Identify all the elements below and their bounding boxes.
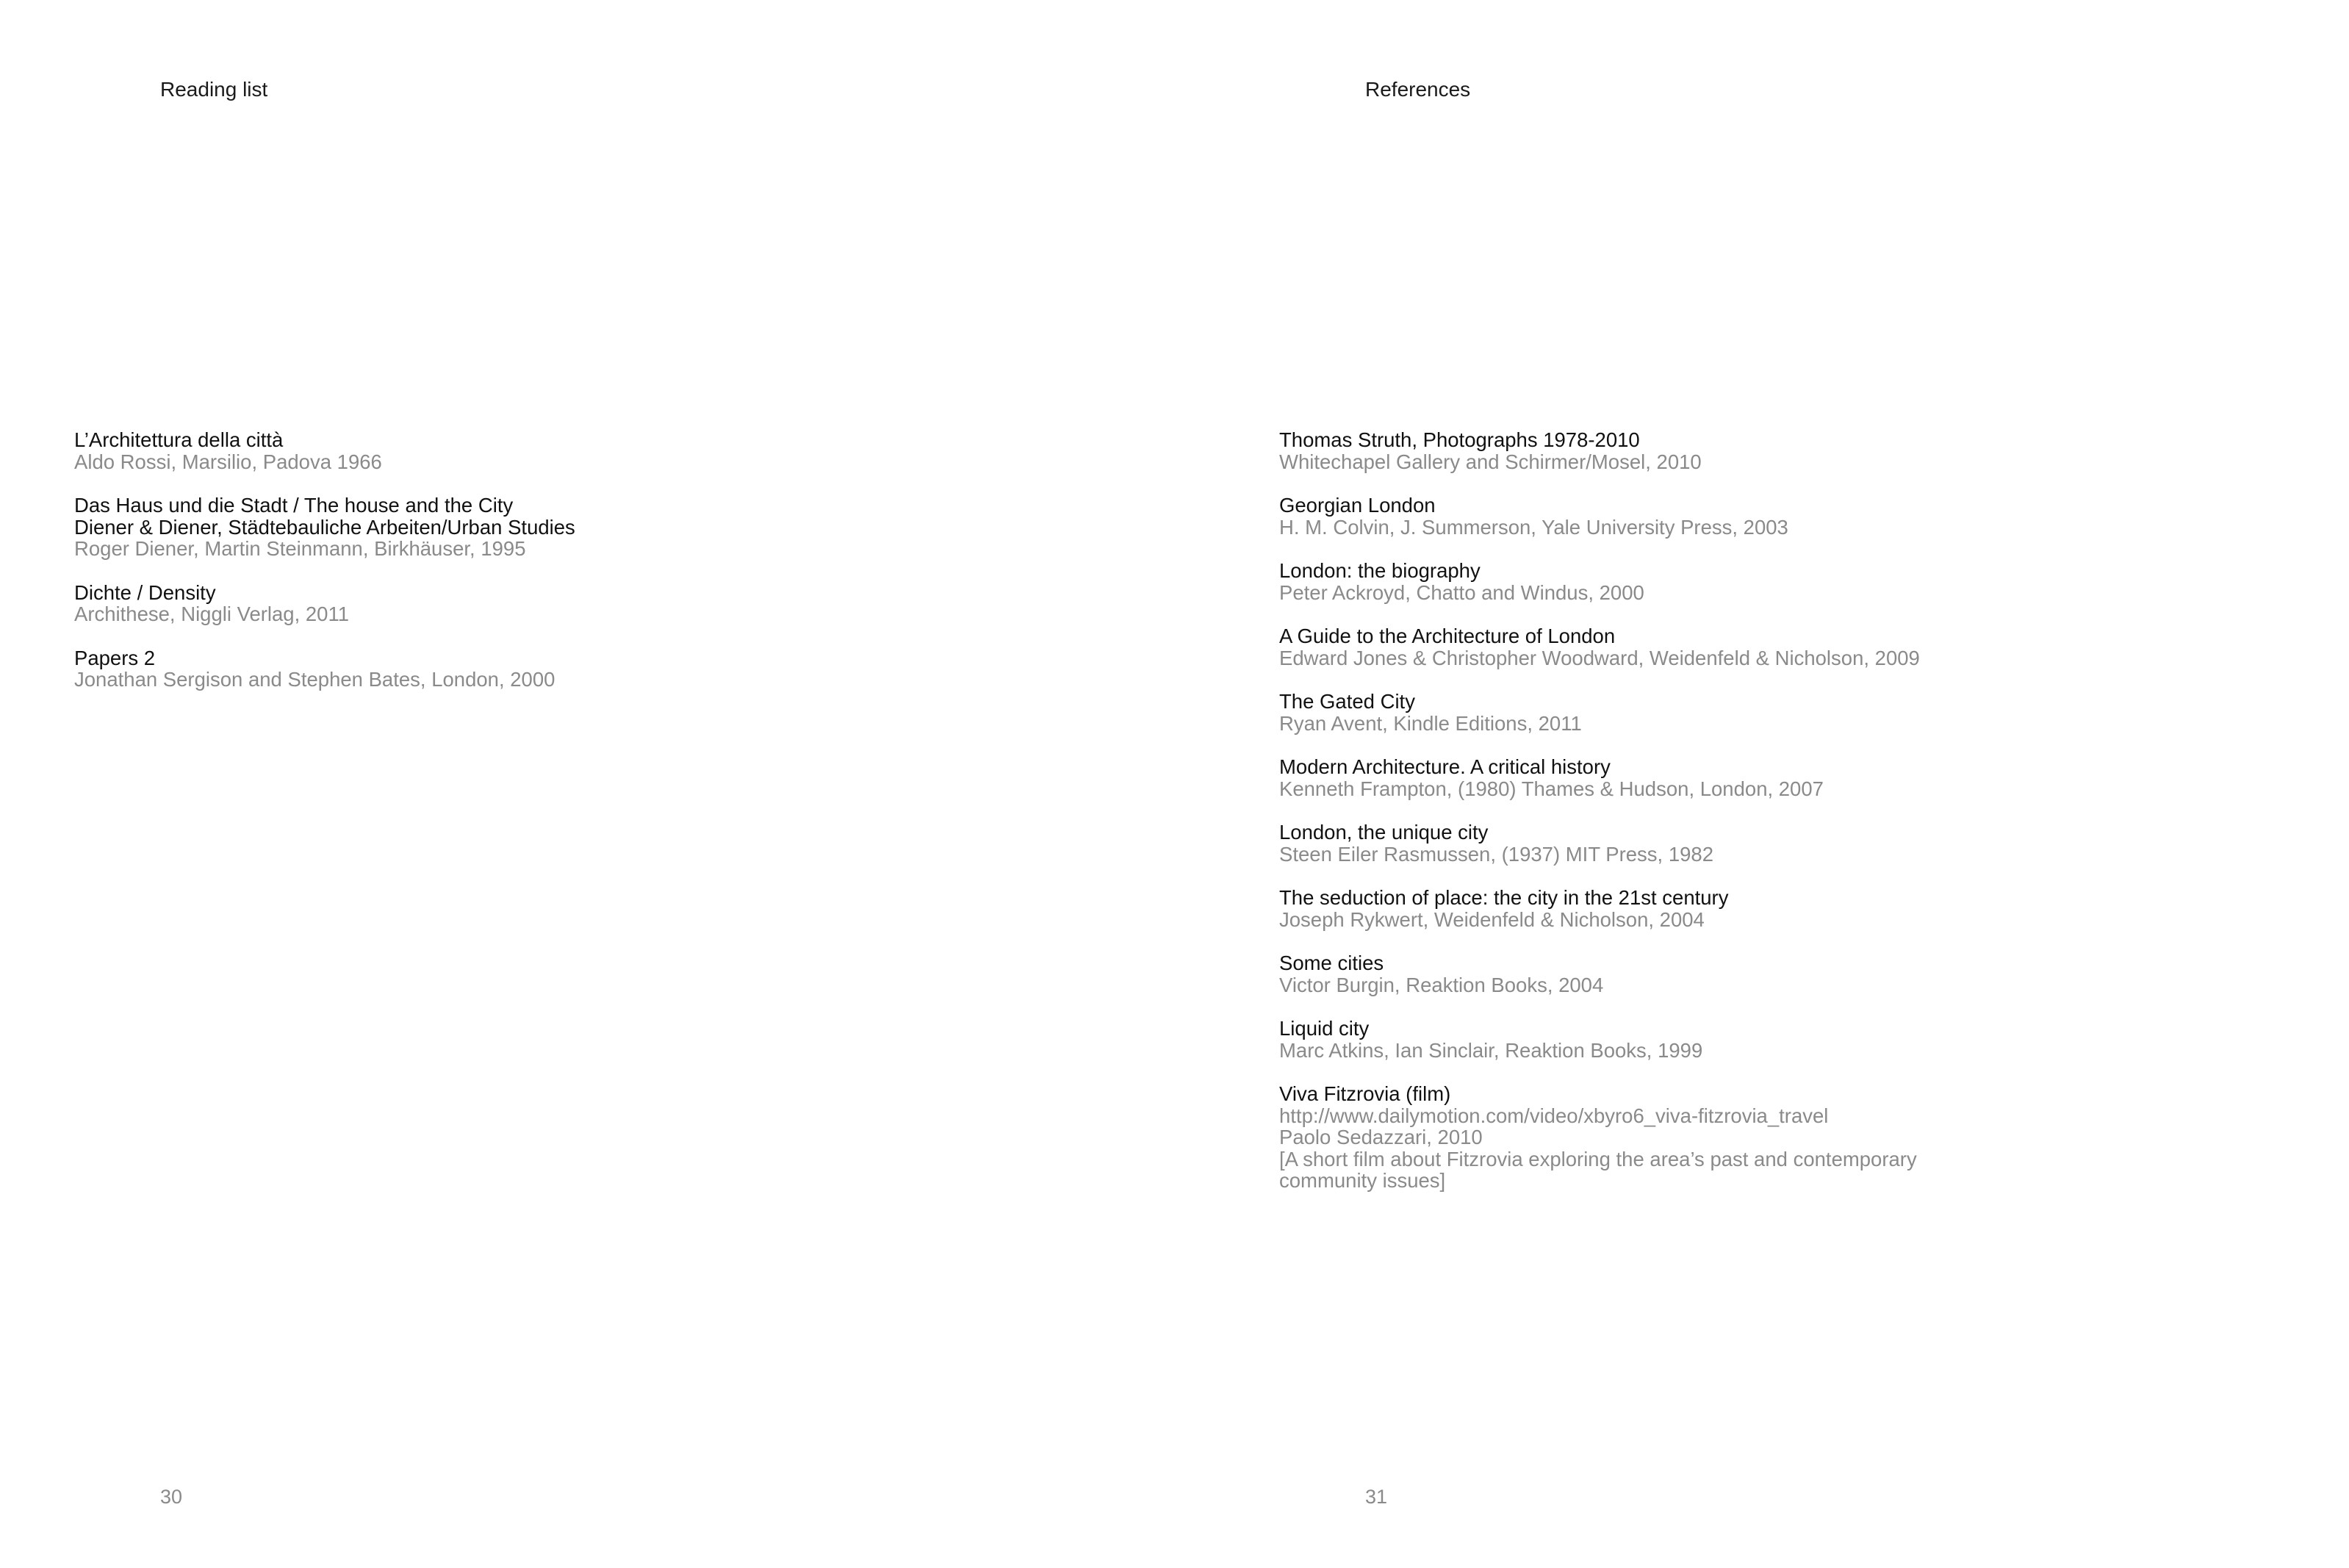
page-header: References — [1365, 78, 1471, 101]
reading-list — [74, 429, 575, 713]
bibliography-entry — [74, 429, 575, 472]
entry-title: The seduction of place: the city in the 21st century — [1279, 886, 1729, 909]
page-number: 30 — [160, 1486, 183, 1508]
entry-details: Roger Diener, Martin Steinmann, Birkhäuser, 1995 — [74, 537, 526, 560]
entry-details: Steen Eiler Rasmussen, (1937) MIT Press, 1982 — [1279, 842, 1714, 866]
bibliography-entry — [1279, 495, 2014, 538]
bibliography-entry — [1279, 625, 2014, 669]
entry-title: L’Architettura della città — [74, 428, 284, 451]
entry-title: London, the unique city — [1279, 821, 1489, 844]
entry-details: Joseph Rykwert, Weidenfeld & Nicholson, 2004 — [1279, 907, 1705, 931]
entry-title: Modern Architecture. A critical history — [1279, 755, 1611, 778]
entry-details: Peter Ackroyd, Chatto and Windus, 2000 — [1279, 580, 1644, 604]
bibliography-entry — [1279, 429, 2014, 472]
page-number: 31 — [1365, 1486, 1388, 1508]
entry-title: Georgian London — [1279, 494, 1436, 517]
entry-details: Marc Atkins, Ian Sinclair, Reaktion Books, 1999 — [1279, 1038, 1703, 1062]
bibliography-entry — [1279, 1083, 2014, 1192]
bibliography-entry — [74, 647, 575, 691]
entry-details: Archithese, Niggli Verlag, 2011 — [74, 603, 350, 625]
entry-details: Edward Jones & Christopher Woodward, Weidenfeld & Nicholson, 2009 — [1279, 646, 1920, 669]
entry-title: Diener & Diener, Städtebauliche Arbeiten/Urban Studies — [74, 515, 575, 539]
entry-title: Thomas Struth, Photographs 1978-2010 — [1279, 428, 1640, 451]
right-page — [1205, 0, 2349, 1568]
bibliography-entry — [1279, 756, 2014, 799]
entry-title: Das Haus und die Stadt / The house and the City — [74, 494, 514, 517]
bibliography-entry — [74, 495, 575, 560]
entry-title: Viva Fitzrovia (film) — [1279, 1082, 1451, 1105]
entry-title: Dichte / Density — [74, 580, 216, 604]
entry-details: Aldo Rossi, Marsilio, Padova 1966 — [74, 450, 382, 473]
entry-title: Liquid city — [1279, 1017, 1370, 1040]
entry-title: London: the biography — [1279, 559, 1481, 582]
bibliography-entry — [1279, 887, 2014, 930]
entry-details: Whitechapel Gallery and Schirmer/Mosel, 2010 — [1279, 450, 1702, 473]
entry-details: Jonathan Sergison and Stephen Bates, London, 2000 — [74, 668, 555, 691]
bibliography-entry — [1279, 952, 2014, 996]
bibliography-entry — [1279, 560, 2014, 603]
page-header: Reading list — [160, 78, 268, 101]
entry-title: A Guide to the Architecture of London — [1279, 625, 1616, 647]
entry-details: Kenneth Frampton, (1980) Thames & Hudson, London, 2007 — [1279, 777, 1824, 800]
entry-details: community issues] — [1279, 1169, 1446, 1192]
entry-details: Victor Burgin, Reaktion Books, 2004 — [1279, 973, 1604, 996]
entry-title: Papers 2 — [74, 646, 156, 669]
entry-details: Ryan Avent, Kindle Editions, 2011 — [1279, 711, 1582, 735]
bibliography-entry — [1279, 821, 2014, 865]
bibliography-entry — [74, 582, 575, 625]
entry-details: Paolo Sedazzari, 2010 — [1279, 1126, 1483, 1148]
bibliography-entry — [1279, 691, 2014, 734]
bibliography-entry — [1279, 1018, 2014, 1061]
entry-title: The Gated City — [1279, 690, 1415, 713]
references-list — [1279, 429, 2014, 1214]
entry-title: Some cities — [1279, 952, 1384, 974]
entry-details: [A short film about Fitzrovia exploring the area’s past and contemporary — [1279, 1147, 1917, 1170]
entry-details: H. M. Colvin, J. Summerson, Yale University Press, 2003 — [1279, 515, 1788, 539]
entry-details: http://www.dailymotion.com/video/xbyro6_viva-fitzrovia_travel — [1279, 1104, 1829, 1127]
